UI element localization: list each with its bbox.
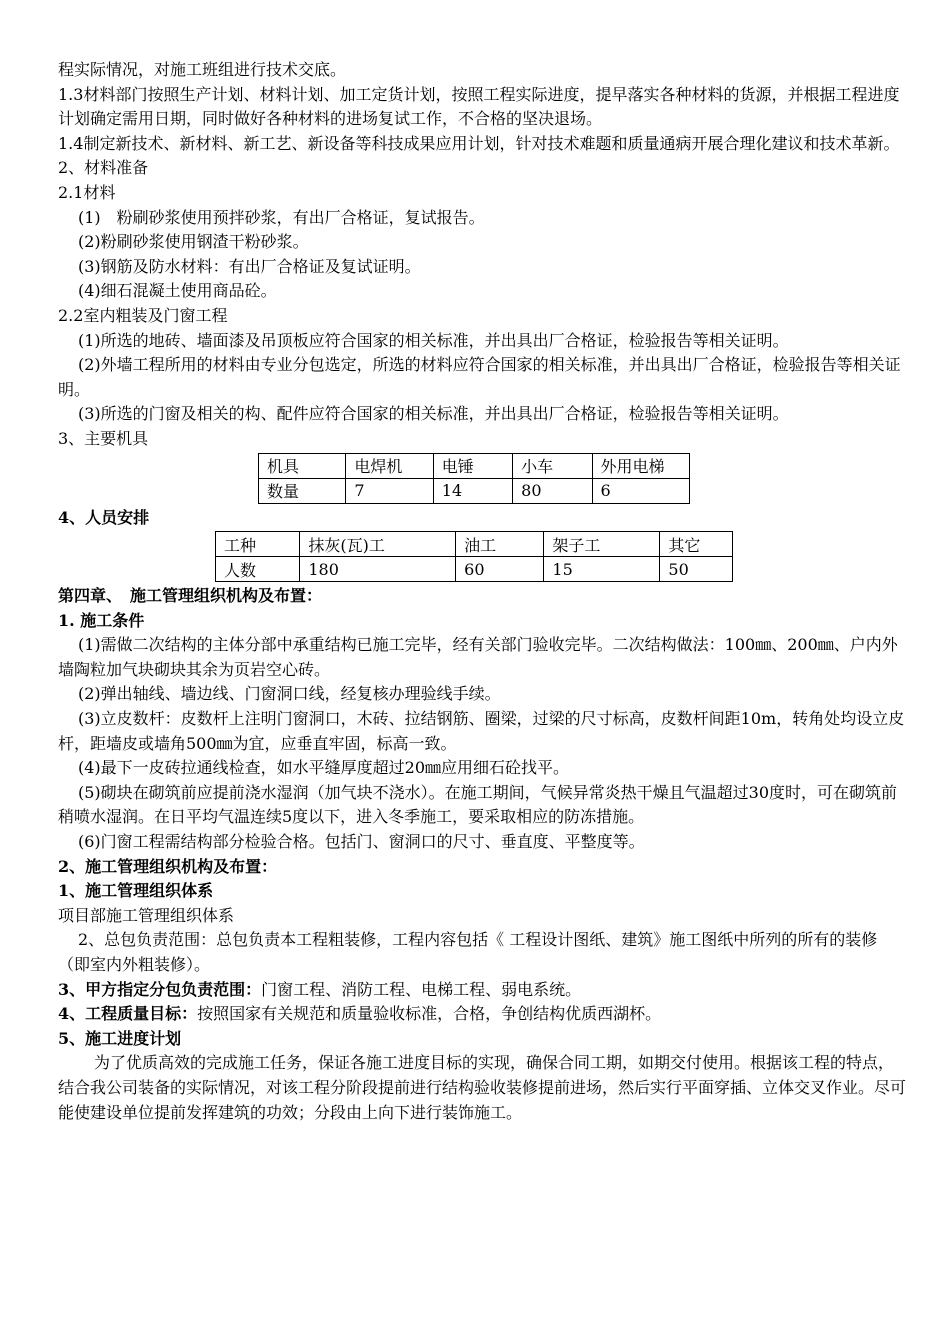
list-item: (2)外墙工程所用的材料由专业分包选定，所选的材料应符合国家的相关标准，并出具出厂合格证，检验报告等相关证明。	[58, 355, 901, 399]
list-item: (3)立皮数杆：皮数杆上注明门窗洞口，木砖、拉结钢筋、圈梁，过梁的尺寸标高，皮数杆间距10m，转角处均设立皮杆，距墙皮或墙角500㎜为宜，应垂直牢固，标高一致。	[58, 709, 905, 753]
paragraph: 1.3材料部门按照生产计划、材料计划、加工定货计划，按照工程实际进度，提早落实各种材料的货源，并根据工程进度计划确定需用日期，同时做好各种材料的进场复试工作，不合格的坚决退场。	[58, 84, 900, 129]
table-cell: 电焊机	[346, 453, 433, 478]
list-item: (1)需做二次结构的主体分部中承重结构已施工完毕，经有关部门验收完毕。二次结构做法：100㎜、200㎜、户内外墙陶粒加气块砌块其余为页岩空心砖。	[58, 635, 898, 679]
paragraph: 程实际情况，对施工班组进行技术交底。	[58, 60, 347, 79]
quality-label: 4、工程质量目标：	[58, 1004, 198, 1024]
list-item: (6)门窗工程需结构部分检验合格。包括门、窗洞口的尺寸、垂直度、平整度等。	[78, 832, 645, 852]
table-cell: 50	[660, 557, 733, 582]
list-item: (1) 粉刷砂浆使用预拌砂浆，有出厂合格证，复试报告。	[78, 207, 485, 227]
table-row	[259, 453, 690, 478]
table-cell: 7	[346, 478, 433, 503]
paragraph: 1.4制定新技术、新材料、新工艺、新设备等科技成果应用计划，针对技术难题和质量通病开展合理化建议和技术革新。	[58, 133, 900, 153]
section-heading: 2、施工管理组织机构及布置：	[58, 856, 278, 876]
list-item: (2)粉刷砂浆使用钢渣干粉砂浆。	[78, 232, 309, 252]
table-cell: 6	[592, 478, 690, 503]
list-item: (2)弹出轴线、墙边线、门窗洞口线，经复核办理验线手续。	[78, 684, 501, 704]
table-cell: 机具	[259, 453, 346, 478]
section-heading: 2、材料准备	[58, 158, 149, 178]
table-cell: 电锤	[433, 453, 512, 478]
list-item: (5)砌块在砌筑前应提前浇水湿润（加气块不浇水）。在施工期间，气候异常炎热干燥且气温超过30度时，可在砌筑前稍喷水湿润。在日平均气温连续5度以下，进入冬季施工，要采取相应的防冻措施。	[58, 782, 898, 827]
section-heading: 1. 施工条件	[58, 610, 145, 630]
machines-table	[258, 453, 690, 504]
table-cell: 数量	[259, 478, 346, 503]
owner-sub-text: 门窗工程、消防工程、电梯工程、弱电系统。	[261, 979, 582, 999]
paragraph	[58, 978, 908, 1003]
table-cell: 15	[544, 557, 660, 582]
table-row	[216, 532, 733, 557]
table-row	[259, 478, 690, 503]
section-heading: 5、施工进度计划	[58, 1028, 182, 1048]
table-cell: 80	[513, 478, 592, 503]
list-item: (4)最下一皮砖拉通线检查，如水平缝厚度超过20㎜应用细石砼找平。	[78, 758, 570, 778]
quality-text: 按照国家有关规范和质量验收标准，合格，争创结构优质西湖杯。	[197, 1004, 662, 1024]
owner-sub-label: 3、甲方指定分包负责范围：	[58, 979, 262, 999]
table-cell: 外用电梯	[592, 453, 690, 478]
list-item: (4)细石混凝土使用商品砼。	[78, 281, 277, 301]
paragraph: 项目部施工管理组织体系	[58, 905, 235, 925]
table-cell: 180	[300, 557, 456, 582]
list-item: (3)钢筋及防水材料：有出厂合格证及复试证明。	[78, 256, 421, 276]
table-cell: 小车	[513, 453, 592, 478]
table-cell: 架子工	[544, 532, 660, 557]
staff-table	[215, 531, 733, 582]
paragraph: 为了优质高效的完成施工任务，保证各施工进度目标的实现，确保合同工期，如期交付使用。根据该工程的特点，结合我公司装备的实际情况，对该工程分阶段提前进行结构验收装修提前进场，然后实行平面穿插、立体交叉作业。尽可能使建设单位提前发挥建筑的功效；分段由上向下进行装饰施工。	[58, 1053, 907, 1122]
table-cell: 工种	[216, 532, 300, 557]
subsection-heading: 2.2室内粗装及门窗工程	[58, 305, 228, 325]
table-cell: 14	[433, 478, 512, 503]
list-item: (3)所选的门窗及相关的构、配件应符合国家的相关标准，并出具出厂合格证，检验报告等相关证明。	[78, 404, 789, 424]
table-cell: 抹灰(瓦)工	[300, 532, 456, 557]
section-heading: 4、人员安排	[58, 507, 150, 527]
paragraph: 2、总包负责范围：总包负责本工程粗装修，工程内容包括《 工程设计图纸、建筑》施工图纸中所列的所有的装修（即室内外粗装修）。	[58, 930, 878, 974]
table-cell: 其它	[660, 532, 733, 557]
list-item: (1)所选的地砖、墙面漆及吊顶板应符合国家的相关标准，并出具出厂合格证，检验报告等相关证明。	[78, 330, 789, 350]
document-page	[58, 58, 908, 1125]
subsection-heading: 2.1材料	[58, 182, 116, 202]
table-cell: 人数	[216, 557, 300, 582]
paragraph	[58, 1002, 908, 1027]
chapter-title: 第四章、 施工管理组织机构及布置：	[58, 586, 323, 606]
table-cell: 油工	[456, 532, 544, 557]
section-heading: 3、主要机具	[58, 428, 149, 448]
table-row	[216, 557, 733, 582]
table-cell: 60	[456, 557, 544, 582]
subsection-heading: 1、施工管理组织体系	[58, 881, 214, 901]
